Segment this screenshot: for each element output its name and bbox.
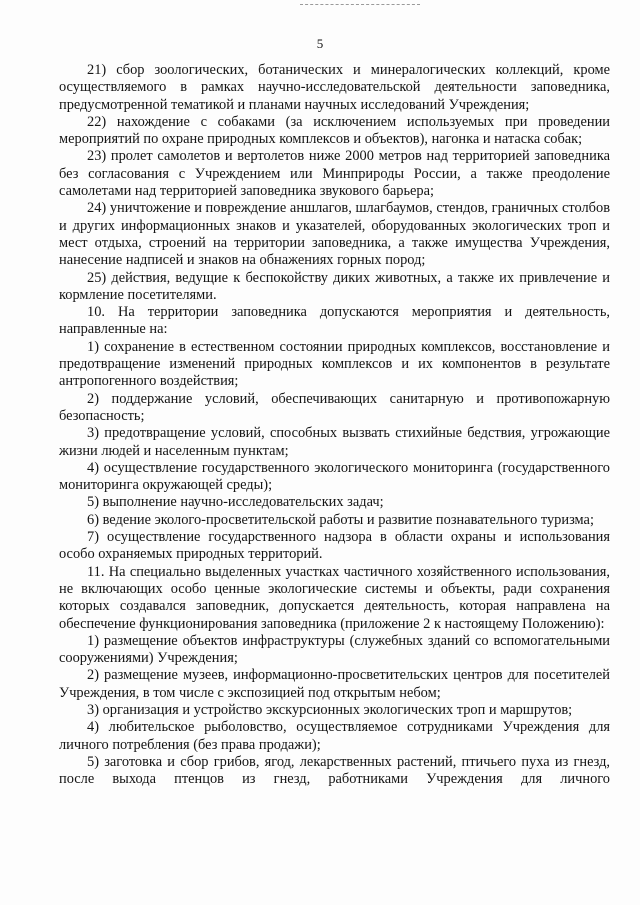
clause-10: 10. На территории заповедника допускаются мероприятия и деятельность, направленные на: [59,304,610,338]
list-item-21: 21) сбор зоологических, ботанических и минералогических коллекций, кроме осуществляемого в рамках научно-исследовательской деятельности заповедника, предусмотренной тематикой и планами научных исследований Учреждения; [59,62,610,113]
clause-10-item-7: 7) осуществление государственного надзора в области охраны и использования особо охраняемых природных территорий. [59,529,610,563]
clause-10-item-6: 6) ведение эколого-просветительской работы и развитие познавательного туризма; [87,511,594,528]
list-item-25: 25) действия, ведущие к беспокойству диких животных, а также их привлечение и кормление посетителями. [59,269,610,303]
clause-11-item-1: 1) размещение объектов инфраструктуры (служебных зданий со вспомогательными сооружениями) Учреждения; [59,632,610,667]
clause-10-item-3: 3) предотвращение условий, способных вызвать стихийные бедствия, угрожающие жизни людей и населенным пунктам; [59,425,610,459]
top-edge-mark [300,4,420,5]
list-item-24: 24) уничтожение и повреждение аншлагов, шлагбаумов, стендов, граничных столбов и других информационных знаков и указателей, оборудованных экологических троп и мест отдыха, строений на территории заповедника, а также имущества Учреждения, нанесение надписей и знаков на обнажениях горных пород; [59,200,610,269]
clause-11-item-2: 2) размещение музеев, информационно-просветительских центров для посетителей Учреждения, в том числе с экспозицией под открытым небом; [59,667,610,701]
page-number: 5 [316,36,324,51]
document-body [59,62,610,788]
clause-10-item-5: 5) выполнение научно-исследовательских задач; [87,494,384,511]
clause-10-item-2: 2) поддержание условий, обеспечивающих санитарную и противопожарную безопасность; [59,390,610,424]
list-item-23: 23) пролет самолетов и вертолетов ниже 2000 метров над территорией заповедника без согласования с Учреждением или Минприроды России, а также преодоление самолетами над территорией заповедника звукового барьера; [59,148,610,200]
clause-11-item-4: 4) любительское рыболовство, осуществляемое сотрудниками Учреждения для личного потребления (без права продажи); [59,719,610,753]
clause-10-item-4: 4) осуществление государственного экологического мониторинга (государственного мониторинга окружающей среды); [59,459,610,494]
clause-10-item-1: 1) сохранение в естественном состоянии природных комплексов, восстановление и предотвращение изменений природных комплексов и их компонентов в результате антропогенного воздействия; [59,338,610,390]
list-item-22: 22) нахождение с собаками (за исключением используемых при проведении мероприятий по охране природных комплексов и объектов), нагонка и натаска собак; [59,113,610,148]
clause-11-item-3: 3) организация и устройство экскурсионных экологических троп и маршрутов; [87,701,573,718]
clause-11-item-5: 5) заготовка и сбор грибов, ягод, лекарственных растений, птичьего пуха из гнезд, после выхода птенцов из гнезд, работниками Учреждения для личного [59,753,610,788]
clause-11: 11. На специально выделенных участках частичного хозяйственного использования, не включающих особо ценные экологические системы и объекты, ради сохранения которых создавался заповедник, допускается деятельность, которая направлена на обеспечение функционирования заповедника (приложение 2 к настоящему Положению): [59,563,610,632]
